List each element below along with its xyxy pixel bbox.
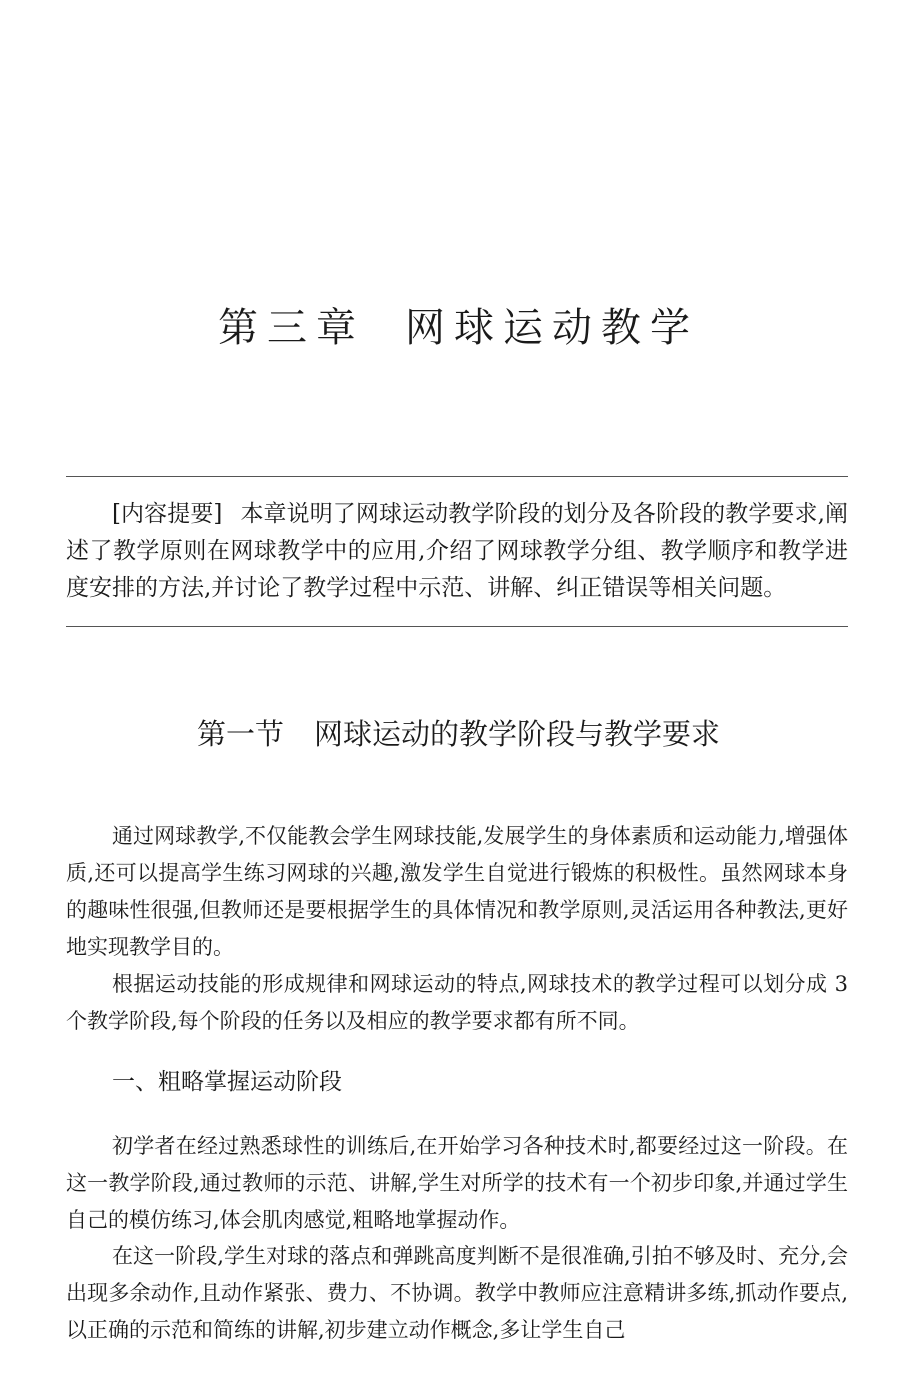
body-paragraph: 初学者在经过熟悉球性的训练后,在开始学习各种技术时,都要经过这一阶段。在这一教学阶段,通过教师的示范、讲解,学生对所学的技术有一个初步印象,并通过学生自己的模仿练习,体会肌肉感觉,粗略地掌握动作。 [66, 1134, 848, 1232]
body-paragraph: 通过网球教学,不仅能教会学生网球技能,发展学生的身体素质和运动能力,增强体质,还可以提高学生练习网球的兴趣,激发学生自觉进行锻炼的积极性。虽然网球本身的趣味性很强,但教师还是要根据学生的具体情况和教学原则,灵活运用各种教法,更好地实现教学目的。 [66, 824, 848, 959]
section-title [0, 712, 917, 756]
abstract-label: [内容提要] [112, 501, 223, 527]
section-number: 第一节 [196, 717, 284, 751]
chapter-title [0, 300, 917, 356]
subsection-heading: 一、粗略掌握运动阶段 [112, 1069, 342, 1095]
body-paragraph: 根据运动技能的形成规律和网球运动的特点,网球技术的教学过程可以划分成 3 个教学阶段,每个阶段的任务以及相应的教学要求都有所不同。 [66, 972, 848, 1033]
chapter-number: 第三章 [218, 305, 365, 351]
section-name: 网球运动的教学阶段与教学要求 [314, 717, 721, 751]
abstract-block [66, 496, 848, 607]
abstract-text: 本章说明了网球运动教学阶段的划分及各阶段的教学要求,阐述了教学原则在网球教学中的应用,介绍了网球教学分组、教学顺序和教学进度安排的方法,并讨论了教学过程中示范、讲解、纠正错误等相关问题。 [66, 501, 848, 601]
abstract-top-rule [66, 476, 848, 477]
body-paragraph: 在这一阶段,学生对球的落点和弹跳高度判断不是很准确,引拍不够及时、充分,会出现多余动作,且动作紧张、费力、不协调。教学中教师应注意精讲多练,抓动作要点,以正确的示范和简练的讲解,初步建立动作概念,多让学生自己 [66, 1244, 848, 1342]
chapter-name: 网球运动教学 [405, 305, 699, 351]
abstract-bottom-rule [66, 626, 848, 627]
